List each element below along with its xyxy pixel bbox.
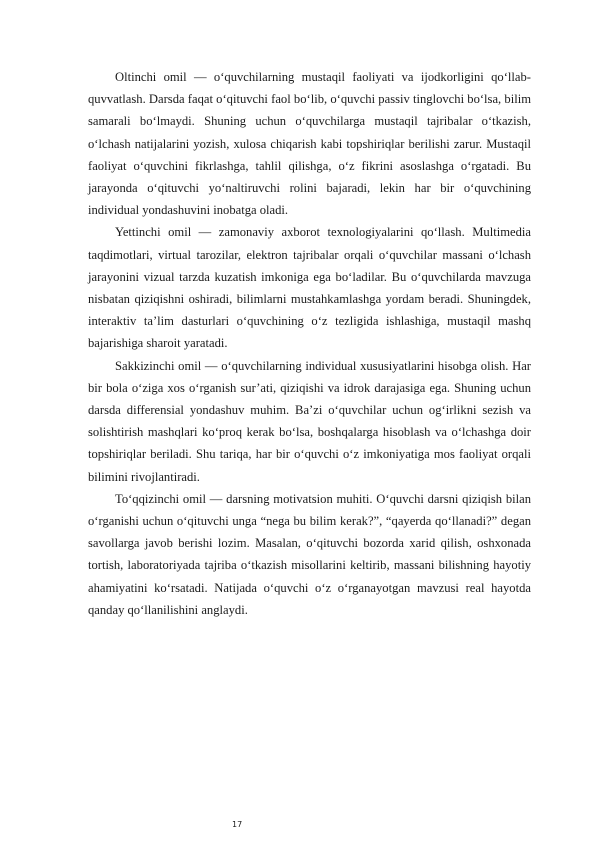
document-body [88, 66, 531, 621]
paragraph-ninth-factor: To‘qqizinchi omil — darsning motivatsion muhiti. O‘quvchi darsni qiziqish bilan o‘rganishi uchun o‘qituvchi unga “nega bu bilim kerak?”, “qayerda qo‘llanadi?” degan savollarga javob berishi lozim. Masalan, o‘qituvchi bozorda xarid qilish, oshxonada tortish, laboratoriyada tajriba o‘tkazish misollarini keltirib, massani bilishning hayotiy ahamiyatini ko‘rsatadi. Natijada o‘quvchi o‘z o‘rganayotgan mavzusi real hayotda qanday qo‘llanilishini anglaydi. [88, 491, 531, 617]
paragraph-eighth-factor: Sakkizinchi omil — o‘quvchilarning individual xususiyatlarini hisobga olish. Har bir bola o‘ziga xos o‘rganish sur’ati, qiziqishi va idrok darajasiga ega. Shuning uchun darsda differensial yondashuv muhim. Ba’zi o‘quvchilar uchun og‘irlikni sezish va solishtirish mashqlari ko‘proq kerak bo‘lsa, boshqalarga hisoblash va o‘lchashga doir topshiriqlar beriladi. Shu tariqa, har bir o‘quvchi o‘z imkoniyatiga mos faoliyat orqali bilimini rivojlantiradi. [88, 358, 531, 484]
page-number: 17 [232, 820, 243, 829]
paragraph-sixth-factor: Oltinchi omil — o‘quvchilarning mustaqil faoliyati va ijodkorligini qo‘llab-quvvatlash. Darsda faqat o‘qituvchi faol bo‘lib, o‘quvchi passiv tinglovchi bo‘lsa, bilim samarali bo‘lmaydi. Shuning uchun o‘quvchilarga mustaqil tajribalar o‘tkazish, o‘lchash natijalarini yozish, xulosa chiqarish kabi topshiriqlar berilishi zarur. Mustaqil faoliyat o‘quvchini fikrlashga, tahlil qilishga, o‘z fikrini asoslashga o‘rgatadi. Bu jarayonda o‘qituvchi yo‘naltiruvchi rolini bajaradi, lekin har bir o‘quvchining individual yondashuvini inobatga oladi. [88, 70, 531, 218]
paragraph-seventh-factor: Yettinchi omil — zamonaviy axborot texnologiyalarini qo‘llash. Multimedia taqdimotlari, virtual tarozilar, elektron tajribalar orqali o‘quvchilar massani o‘lchash jarayonini vizual tarzda kuzatish imkoniga ega bo‘ladilar. Bu o‘quvchilarda mavzuga nisbatan qiziqishni oshiradi, bilimlarni mustahkamlashga yordam beradi. Shuningdek, interaktiv ta’lim dasturlari o‘quvchining o‘z tezligida ishlashiga, mustaqil mashq bajarishiga sharoit yaratadi. [88, 225, 531, 351]
